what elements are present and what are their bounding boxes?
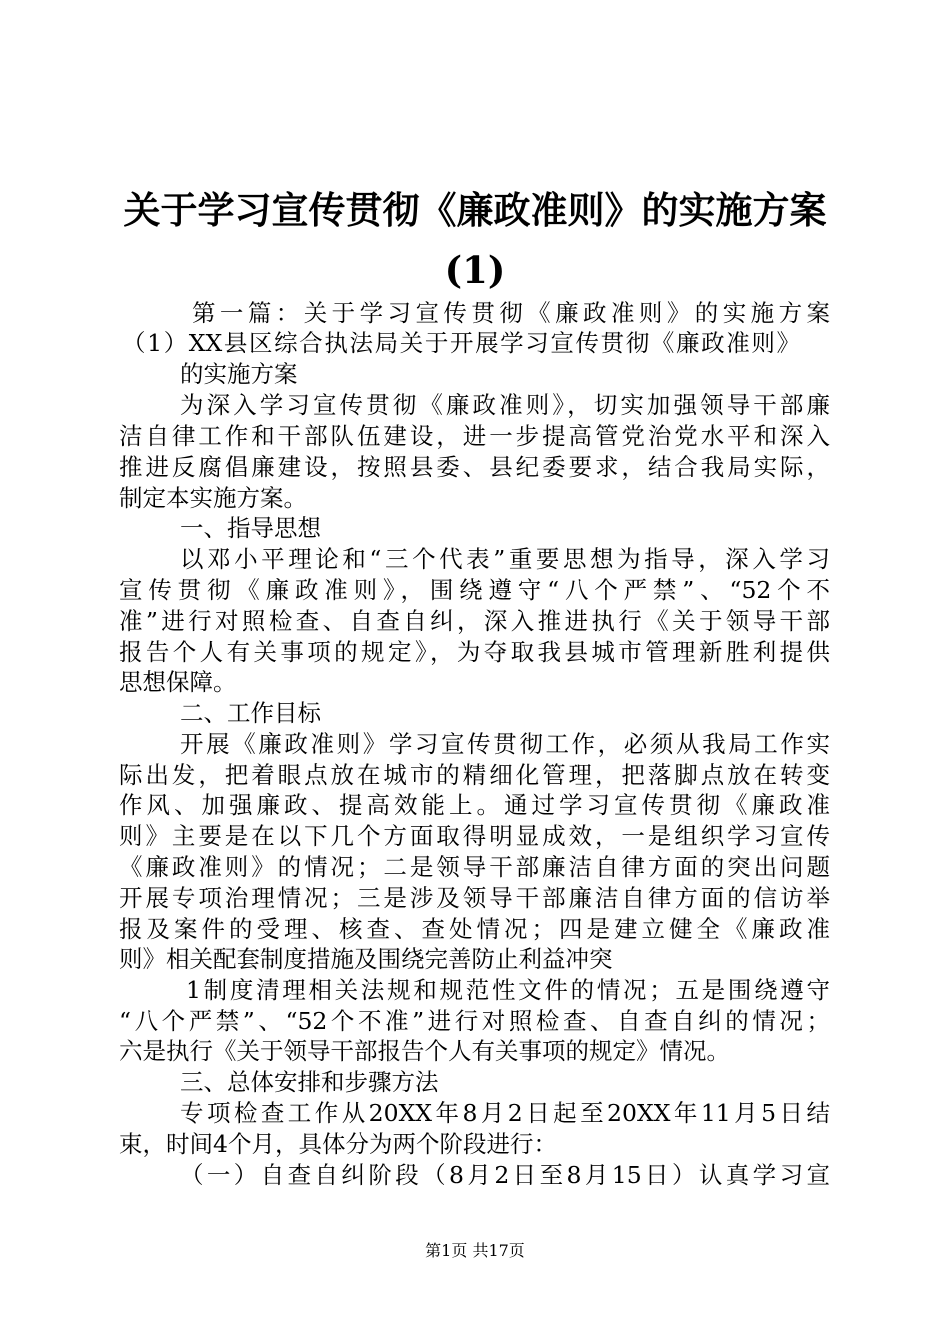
body-line: 则》主要是在以下几个方面取得明显成效，一是组织学习宣传	[119, 822, 830, 850]
body-line: （1）XX县区综合执法局关于开展学习宣传贯彻《廉政准则》	[122, 329, 800, 357]
body-line: 洁自律工作和干部队伍建设，进一步提高管党治党水平和深入	[119, 422, 830, 450]
body-line: 六是执行《关于领导干部报告个人有关事项的规定》情况。	[119, 1037, 730, 1065]
body-line: 开展专项治理情况；三是涉及领导干部廉洁自律方面的信访举	[119, 884, 830, 912]
section-heading: 三、总体安排和步骤方法	[180, 1068, 439, 1096]
page-footer: 第1页 共17页	[425, 1241, 525, 1260]
body-line: 思想保障。	[119, 668, 237, 696]
body-line: 宣传贯彻《廉政准则》，围绕遵守“八个严禁”、“52个不	[119, 576, 830, 604]
body-line: 的实施方案	[180, 360, 298, 388]
body-line: 报告个人有关事项的规定》，为夺取我县城市管理新胜利提供	[119, 638, 830, 666]
body-line: 制定本实施方案。	[119, 484, 307, 512]
body-line: 推进反腐倡廉建设，按照县委、县纪委要求，结合我局实际，	[119, 453, 830, 481]
document-title-suffix: (1)	[444, 248, 506, 292]
document-title: 关于学习宣传贯彻《廉政准则》的实施方案	[123, 188, 827, 232]
section-heading: 一、指导思想	[180, 514, 321, 542]
body-line: 作风、加强廉政、提高效能上。通过学习宣传贯彻《廉政准	[119, 791, 830, 819]
body-line: “八个严禁”、“52个不准”进行对照检查、自查自纠的情况；	[119, 1007, 830, 1035]
body-line: （一）自查自纠阶段（8月2日至8月15日）认真学习宣	[180, 1161, 830, 1189]
body-line: 第一篇：关于学习宣传贯彻《廉政准则》的实施方案	[192, 299, 830, 327]
body-line: 专项检查工作从20XX年8月2日起至20XX年11月5日结	[180, 1099, 830, 1127]
body-line: 际出发，把着眼点放在城市的精细化管理，把落脚点放在转变	[119, 761, 830, 789]
body-line: 为深入学习宣传贯彻《廉政准则》，切实加强领导干部廉	[180, 391, 830, 419]
body-line: 准”进行对照检查、自查自纠，深入推进执行《关于领导干部	[119, 607, 830, 635]
section-heading: 二、工作目标	[180, 699, 321, 727]
body-line: 束，时间4个月，具体分为两个阶段进行：	[119, 1130, 557, 1158]
body-line: 1制度清理相关法规和规范性文件的情况；五是围绕遵守	[186, 976, 830, 1004]
body-line: 报及案件的受理、核查、查处情况；四是建立健全《廉政准	[119, 915, 830, 943]
body-line: 以邓小平理论和“三个代表”重要思想为指导，深入学习	[180, 545, 830, 573]
body-line: 《廉政准则》的情况；二是领导干部廉洁自律方面的突出问题	[119, 853, 830, 881]
body-line: 开展《廉政准则》学习宣传贯彻工作，必须从我局工作实	[180, 730, 830, 758]
body-line: 则》相关配套制度措施及围绕完善防止利益冲突	[119, 945, 613, 973]
